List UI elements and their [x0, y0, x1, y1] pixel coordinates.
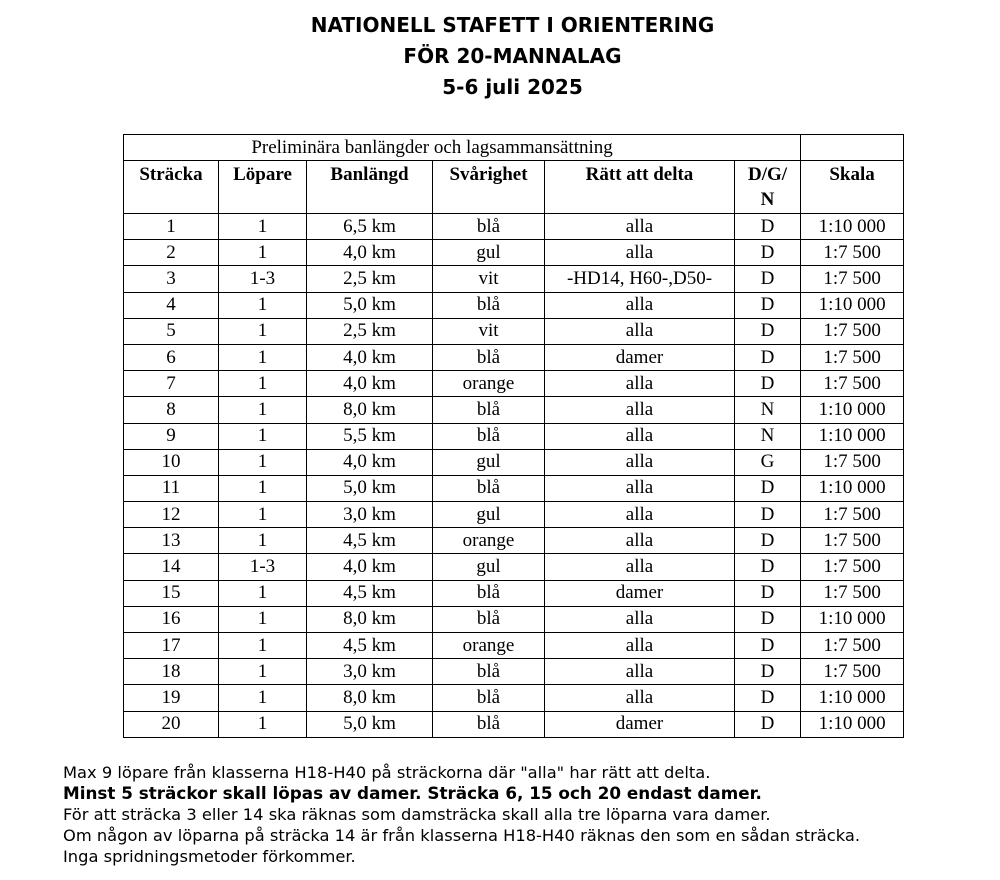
- cell-dgn: G: [735, 449, 801, 475]
- cell-svarighet: blå: [433, 475, 545, 501]
- cell-dgn: N: [735, 397, 801, 423]
- table-row: [124, 449, 904, 475]
- cell-ratt-att-delta: alla: [545, 685, 735, 711]
- cell-stracka: 11: [124, 475, 219, 501]
- table-row: [124, 423, 904, 449]
- table-caption-row: [124, 135, 904, 161]
- table-row: [124, 371, 904, 397]
- cell-skala: 1:7 500: [801, 528, 904, 554]
- cell-svarighet: blå: [433, 659, 545, 685]
- table-row: [124, 528, 904, 554]
- table-row: [124, 502, 904, 528]
- cell-banlangd: 8,0 km: [307, 397, 433, 423]
- cell-lopare: 1-3: [219, 266, 307, 292]
- cell-skala: 1:7 500: [801, 344, 904, 370]
- table-row: [124, 344, 904, 370]
- cell-skala: 1:10 000: [801, 685, 904, 711]
- cell-svarighet: blå: [433, 606, 545, 632]
- table-row: [124, 475, 904, 501]
- cell-banlangd: 4,0 km: [307, 240, 433, 266]
- header-ratt-att-delta: Rätt att delta: [545, 161, 735, 214]
- table-row: [124, 659, 904, 685]
- cell-svarighet: orange: [433, 633, 545, 659]
- cell-stracka: 12: [124, 502, 219, 528]
- cell-stracka: 3: [124, 266, 219, 292]
- cell-lopare: 1: [219, 606, 307, 632]
- cell-ratt-att-delta: alla: [545, 528, 735, 554]
- cell-skala: 1:10 000: [801, 475, 904, 501]
- cell-lopare: 1: [219, 475, 307, 501]
- note-line-3: För att sträcka 3 eller 14 ska räknas som damsträcka skall alla tre löparna vara damer.: [63, 805, 771, 824]
- cell-dgn: D: [735, 659, 801, 685]
- cell-skala: 1:7 500: [801, 580, 904, 606]
- cell-dgn: D: [735, 318, 801, 344]
- cell-stracka: 10: [124, 449, 219, 475]
- cell-stracka: 8: [124, 397, 219, 423]
- cell-stracka: 6: [124, 344, 219, 370]
- header-stracka: Sträcka: [124, 161, 219, 214]
- cell-banlangd: 2,5 km: [307, 318, 433, 344]
- cell-lopare: 1: [219, 423, 307, 449]
- note-line-4: Om någon av löparna på sträcka 14 är från klasserna H18-H40 räknas den som en sådan sträcka.: [63, 826, 861, 845]
- cell-skala: 1:10 000: [801, 423, 904, 449]
- document-title: [0, 10, 1000, 103]
- cell-stracka: 17: [124, 633, 219, 659]
- cell-lopare: 1: [219, 344, 307, 370]
- cell-lopare: 1: [219, 449, 307, 475]
- cell-svarighet: blå: [433, 214, 545, 240]
- cell-svarighet: vit: [433, 266, 545, 292]
- cell-ratt-att-delta: alla: [545, 318, 735, 344]
- cell-svarighet: orange: [433, 371, 545, 397]
- cell-banlangd: 4,5 km: [307, 633, 433, 659]
- caption-empty-cell: [801, 135, 904, 161]
- cell-dgn: D: [735, 292, 801, 318]
- cell-dgn: D: [735, 371, 801, 397]
- cell-skala: 1:7 500: [801, 659, 904, 685]
- cell-svarighet: blå: [433, 580, 545, 606]
- cell-ratt-att-delta: alla: [545, 554, 735, 580]
- header-svarighet: Svårighet: [433, 161, 545, 214]
- cell-svarighet: gul: [433, 502, 545, 528]
- cell-dgn: D: [735, 554, 801, 580]
- table-row: [124, 554, 904, 580]
- cell-svarighet: gul: [433, 449, 545, 475]
- cell-lopare: 1-3: [219, 554, 307, 580]
- title-line-2: FÖR 20-MANNALAG: [403, 44, 622, 68]
- table-row: [124, 318, 904, 344]
- cell-skala: 1:10 000: [801, 606, 904, 632]
- cell-svarighet: blå: [433, 423, 545, 449]
- cell-stracka: 9: [124, 423, 219, 449]
- cell-lopare: 1: [219, 240, 307, 266]
- cell-svarighet: blå: [433, 397, 545, 423]
- cell-stracka: 14: [124, 554, 219, 580]
- cell-lopare: 1: [219, 292, 307, 318]
- cell-dgn: D: [735, 214, 801, 240]
- cell-skala: 1:7 500: [801, 633, 904, 659]
- cell-skala: 1:7 500: [801, 449, 904, 475]
- cell-stracka: 4: [124, 292, 219, 318]
- table-row: [124, 606, 904, 632]
- title-line-1: NATIONELL STAFETT I ORIENTERING: [310, 13, 715, 37]
- cell-ratt-att-delta: alla: [545, 214, 735, 240]
- cell-ratt-att-delta: alla: [545, 633, 735, 659]
- cell-lopare: 1: [219, 685, 307, 711]
- cell-lopare: 1: [219, 502, 307, 528]
- cell-lopare: 1: [219, 528, 307, 554]
- cell-lopare: 1: [219, 711, 307, 737]
- cell-svarighet: blå: [433, 292, 545, 318]
- cell-lopare: 1: [219, 318, 307, 344]
- cell-dgn: D: [735, 240, 801, 266]
- cell-banlangd: 8,0 km: [307, 606, 433, 632]
- table-row: [124, 685, 904, 711]
- notes-section: [63, 762, 993, 867]
- cell-ratt-att-delta: alla: [545, 292, 735, 318]
- header-skala: Skala: [801, 161, 904, 214]
- cell-dgn: D: [735, 344, 801, 370]
- cell-ratt-att-delta: alla: [545, 502, 735, 528]
- cell-ratt-att-delta: damer: [545, 344, 735, 370]
- note-line-5: Inga spridningsmetoder förkommer.: [63, 847, 356, 866]
- table-row: [124, 266, 904, 292]
- cell-stracka: 16: [124, 606, 219, 632]
- cell-ratt-att-delta: alla: [545, 475, 735, 501]
- cell-dgn: D: [735, 528, 801, 554]
- cell-skala: 1:7 500: [801, 502, 904, 528]
- cell-stracka: 2: [124, 240, 219, 266]
- cell-svarighet: vit: [433, 318, 545, 344]
- table-row: [124, 214, 904, 240]
- cell-skala: 1:7 500: [801, 240, 904, 266]
- cell-stracka: 19: [124, 685, 219, 711]
- cell-banlangd: 4,0 km: [307, 449, 433, 475]
- table-body: [124, 214, 904, 738]
- table-caption: Preliminära banlängder och lagsammansättning: [124, 135, 801, 161]
- cell-stracka: 18: [124, 659, 219, 685]
- cell-skala: 1:10 000: [801, 711, 904, 737]
- cell-svarighet: blå: [433, 711, 545, 737]
- cell-lopare: 1: [219, 580, 307, 606]
- cell-banlangd: 4,0 km: [307, 554, 433, 580]
- cell-skala: 1:7 500: [801, 318, 904, 344]
- cell-ratt-att-delta: alla: [545, 423, 735, 449]
- cell-stracka: 15: [124, 580, 219, 606]
- cell-dgn: D: [735, 711, 801, 737]
- cell-lopare: 1: [219, 371, 307, 397]
- cell-lopare: 1: [219, 659, 307, 685]
- cell-dgn: D: [735, 580, 801, 606]
- table-row: [124, 292, 904, 318]
- cell-ratt-att-delta: alla: [545, 606, 735, 632]
- cell-lopare: 1: [219, 633, 307, 659]
- cell-ratt-att-delta: -HD14, H60-,D50-: [545, 266, 735, 292]
- cell-ratt-att-delta: alla: [545, 397, 735, 423]
- relay-legs-table: [123, 134, 904, 738]
- cell-banlangd: 2,5 km: [307, 266, 433, 292]
- cell-banlangd: 4,5 km: [307, 528, 433, 554]
- cell-stracka: 13: [124, 528, 219, 554]
- cell-ratt-att-delta: alla: [545, 371, 735, 397]
- cell-svarighet: blå: [433, 344, 545, 370]
- title-line-3: 5-6 juli 2025: [442, 75, 583, 99]
- cell-ratt-att-delta: alla: [545, 240, 735, 266]
- cell-skala: 1:10 000: [801, 214, 904, 240]
- note-line-1: Max 9 löpare från klasserna H18-H40 på sträckorna där "alla" har rätt att delta.: [63, 763, 711, 782]
- header-lopare: Löpare: [219, 161, 307, 214]
- cell-skala: 1:7 500: [801, 554, 904, 580]
- cell-banlangd: 4,0 km: [307, 344, 433, 370]
- table-row: [124, 711, 904, 737]
- cell-stracka: 20: [124, 711, 219, 737]
- cell-skala: 1:10 000: [801, 292, 904, 318]
- cell-svarighet: orange: [433, 528, 545, 554]
- cell-banlangd: 8,0 km: [307, 685, 433, 711]
- cell-dgn: D: [735, 266, 801, 292]
- cell-svarighet: gul: [433, 554, 545, 580]
- cell-banlangd: 6,5 km: [307, 214, 433, 240]
- cell-banlangd: 3,0 km: [307, 502, 433, 528]
- cell-dgn: N: [735, 423, 801, 449]
- cell-dgn: D: [735, 606, 801, 632]
- header-dgn: D/G/ N: [735, 161, 801, 214]
- cell-dgn: D: [735, 502, 801, 528]
- table-header-row: [124, 161, 904, 214]
- cell-stracka: 1: [124, 214, 219, 240]
- cell-dgn: D: [735, 475, 801, 501]
- cell-dgn: D: [735, 685, 801, 711]
- cell-ratt-att-delta: damer: [545, 711, 735, 737]
- cell-banlangd: 4,5 km: [307, 580, 433, 606]
- cell-lopare: 1: [219, 214, 307, 240]
- cell-skala: 1:10 000: [801, 397, 904, 423]
- cell-svarighet: blå: [433, 685, 545, 711]
- cell-svarighet: gul: [433, 240, 545, 266]
- cell-lopare: 1: [219, 397, 307, 423]
- table-row: [124, 580, 904, 606]
- table-row: [124, 633, 904, 659]
- cell-ratt-att-delta: alla: [545, 449, 735, 475]
- header-banlangd: Banlängd: [307, 161, 433, 214]
- table-row: [124, 397, 904, 423]
- cell-stracka: 5: [124, 318, 219, 344]
- cell-banlangd: 5,5 km: [307, 423, 433, 449]
- cell-banlangd: 4,0 km: [307, 371, 433, 397]
- cell-dgn: D: [735, 633, 801, 659]
- cell-ratt-att-delta: alla: [545, 659, 735, 685]
- table-row: [124, 240, 904, 266]
- cell-banlangd: 5,0 km: [307, 711, 433, 737]
- cell-banlangd: 3,0 km: [307, 659, 433, 685]
- cell-stracka: 7: [124, 371, 219, 397]
- cell-ratt-att-delta: damer: [545, 580, 735, 606]
- note-line-2: Minst 5 sträckor skall löpas av damer. Sträcka 6, 15 och 20 endast damer.: [63, 783, 762, 803]
- cell-banlangd: 5,0 km: [307, 292, 433, 318]
- cell-skala: 1:7 500: [801, 371, 904, 397]
- cell-skala: 1:7 500: [801, 266, 904, 292]
- cell-banlangd: 5,0 km: [307, 475, 433, 501]
